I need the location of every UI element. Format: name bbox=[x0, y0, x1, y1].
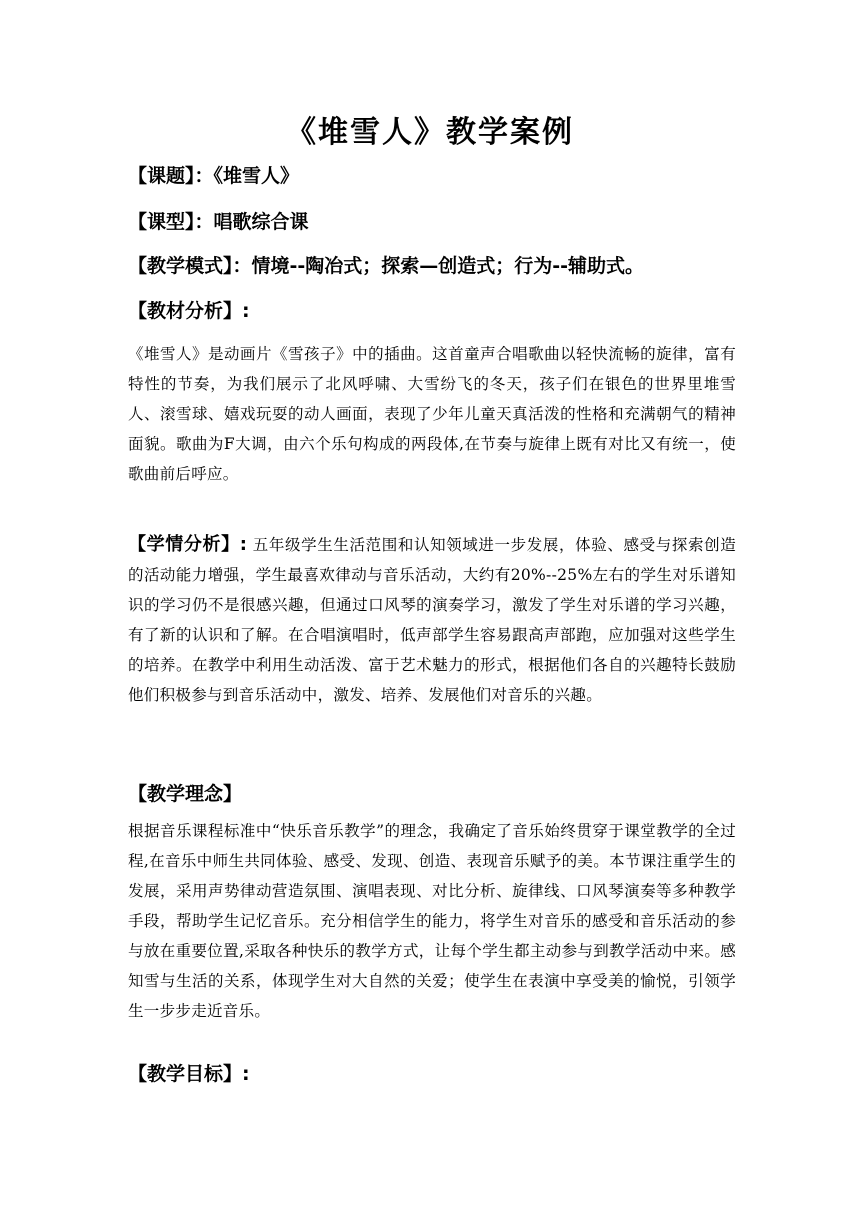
student-heading: 【学情分析】: bbox=[128, 534, 248, 555]
idea-heading: 【教学理念】 bbox=[128, 783, 243, 805]
type-line bbox=[128, 207, 309, 234]
mode-label: 【教学模式】 bbox=[128, 255, 233, 277]
type-value: ：唱歌综合课 bbox=[194, 211, 309, 233]
page-title: 《堆雪人》教学案例 bbox=[286, 115, 574, 150]
material-paragraph: 《堆雪人》是动画片《雪孩子》中的插曲。这首童声合唱歌曲以轻快流畅的旋律，富有特性的节奏，为我们展示了北风呼啸、大雪纷飞的冬天，孩子们在银色的世界里堆雪人、滚雪球、嬉戏玩耍的动人画面，表现了少年儿童天真活泼的性格和充满朝气的精神面貌。歌曲为F大调，由六个乐句构成的两段体,在节奏与旋律上既有对比又有统一，使歌曲前后呼应。 bbox=[128, 345, 736, 483]
mode-line bbox=[128, 251, 644, 278]
type-label: 【课型】 bbox=[128, 211, 195, 233]
mode-value: ：情境--陶冶式；探索—创造式；行为--辅助式。 bbox=[232, 255, 645, 277]
topic-value: ：《堆雪人》 bbox=[194, 165, 300, 187]
topic-label: 【课题】 bbox=[128, 165, 195, 187]
goal-heading: 【教学目标】: bbox=[128, 1063, 250, 1085]
student-paragraph bbox=[128, 530, 736, 710]
topic-line bbox=[128, 161, 299, 188]
idea-paragraph: 根据音乐课程标准中“快乐音乐教学”的理念，我确定了音乐始终贯穿于课堂教学的全过程,在音乐中师生共同体验、感受、发现、创造、表现音乐赋予的美。本节课注重学生的发展，采用声势律动营造氛围、演唱表现、对比分析、旋律线、口风琴演奏等多种教学手段，帮助学生记忆音乐。充分相信学生的能力，将学生对音乐的感受和音乐活动的参与放在重要位置,采取各种快乐的教学方式，让每个学生都主动参与到教学活动中来。感知雪与生活的关系，体现学生对大自然的关爱；使学生在表演中享受美的愉悦，引领学生一步步走近音乐。 bbox=[128, 822, 736, 1020]
material-heading: 【教材分析】: bbox=[128, 300, 250, 322]
student-text: 五年级学生生活范围和认知领域进一步发展，体验、感受与探索创造的活动能力增强，学生最喜欢律动与音乐活动，大约有20%--25%左右的学生对乐谱知识的学习仍不是很感兴趣，但通过口风琴的演奏学习，激发了学生对乐谱的学习兴趣，有了新的认识和了解。在合唱演唱时，低声部学生容易跟高声部跑，应加强对这些学生的培养。在教学中利用生动活泼、富于艺术魅力的形式，根据他们各自的兴趣特长鼓励他们积极参与到音乐活动中，激发、培养、发展他们对音乐的兴趣。 bbox=[128, 536, 736, 704]
